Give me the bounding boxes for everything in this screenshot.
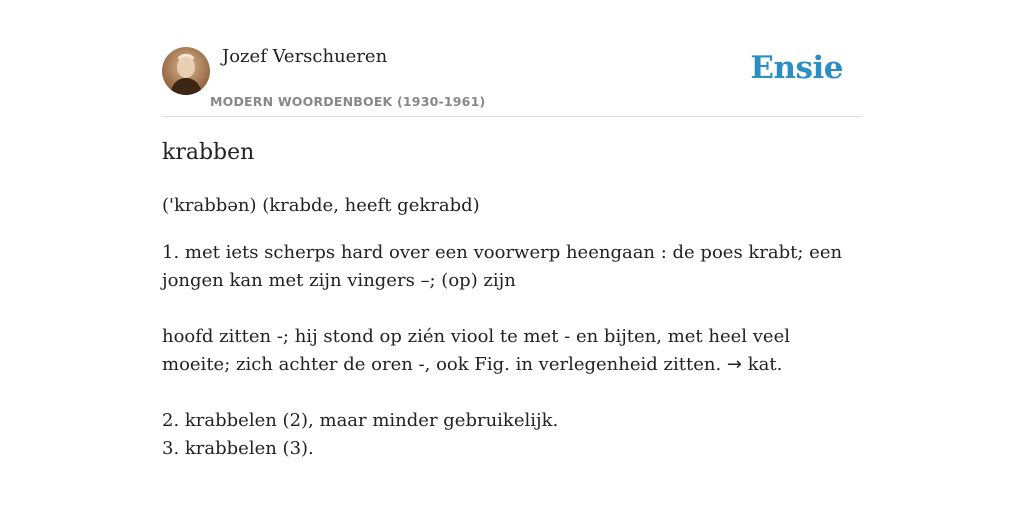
author-name[interactable]: Jozef Verschueren bbox=[222, 46, 388, 67]
entry-definition bbox=[162, 192, 862, 463]
entry-pronunciation: ('krabbən) (krabde, heeft gekrabd) bbox=[162, 195, 480, 216]
definition-line-2 bbox=[162, 323, 862, 379]
entry-header bbox=[162, 44, 862, 117]
definition-line-1: 1. met iets scherps hard over een voorwerp heengaan : de poes krabt; een jongen kan met zijn vingers –; (op) zijn bbox=[162, 242, 843, 291]
definition-line-3: 2. krabbelen (2), maar minder gebruikelijk. bbox=[162, 410, 559, 431]
definition-line-2-text: hoofd zitten -; hij stond op zién viool te met - en bijten, met heel veel moeite; zich achter de oren -, ook Fig. in verlegenheid zitten. bbox=[162, 326, 790, 375]
brand-logo[interactable]: Ensie bbox=[750, 50, 843, 86]
definition-line-4: 3. krabbelen (3). bbox=[162, 438, 314, 459]
entry-headword: krabben bbox=[162, 140, 255, 165]
arrow-icon: → bbox=[726, 354, 742, 375]
cross-reference-link[interactable]: kat. bbox=[742, 354, 783, 375]
author-avatar bbox=[162, 47, 210, 95]
source-label[interactable]: MODERN WOORDENBOEK (1930-1961) bbox=[210, 94, 486, 109]
